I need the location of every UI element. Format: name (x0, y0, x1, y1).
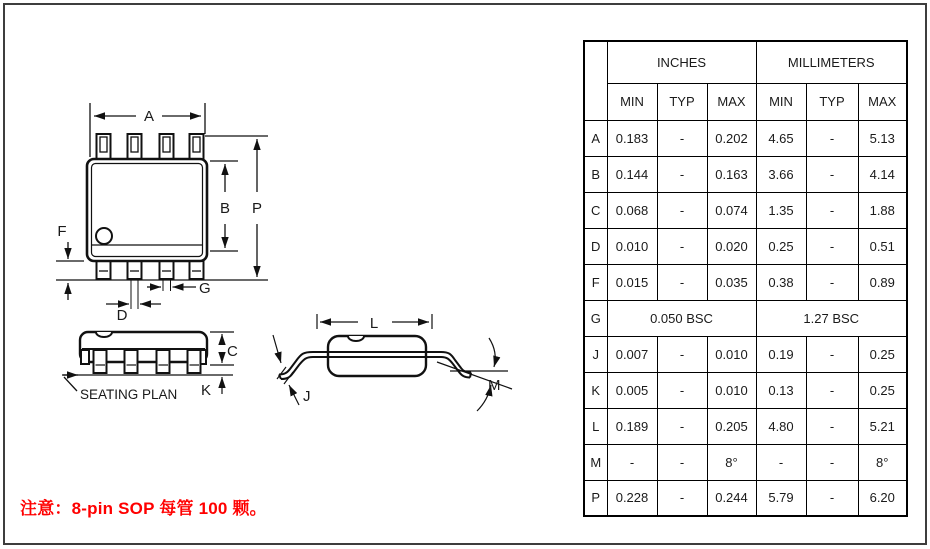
table-cell: - (657, 336, 707, 372)
table-cell: - (806, 156, 858, 192)
dim-label-m: M (488, 377, 501, 394)
table-row (584, 408, 907, 444)
dim-label-j: J (303, 388, 311, 405)
table-cell: 0.183 (607, 120, 657, 156)
table-cell: - (806, 120, 858, 156)
dim-label-d: D (116, 307, 128, 324)
table-cell: - (806, 336, 858, 372)
col-header: MAX (707, 83, 756, 120)
table-cell: 4.14 (858, 156, 907, 192)
dim-letter: L (584, 408, 607, 444)
table-cell: 0.163 (707, 156, 756, 192)
table-cell: - (806, 264, 858, 300)
table-cell: 0.010 (607, 228, 657, 264)
table-cell: 0.010 (707, 336, 756, 372)
dim-letter: C (584, 192, 607, 228)
dim-label-g: G (199, 280, 211, 297)
table-cell: - (657, 408, 707, 444)
table-cell: 0.202 (707, 120, 756, 156)
table-cell: - (657, 120, 707, 156)
table-cell: - (657, 372, 707, 408)
table-cell: 8° (707, 444, 756, 480)
dim-letter: D (584, 228, 607, 264)
table-cell: - (806, 228, 858, 264)
table-cell: - (806, 444, 858, 480)
col-header: MAX (858, 83, 907, 120)
dim-label-k: K (201, 382, 212, 399)
table-cell: 0.25 (858, 336, 907, 372)
dim-label-f: F (57, 223, 67, 240)
dim-letter: G (584, 300, 607, 336)
table-cell: - (806, 408, 858, 444)
millimeters-header: MILLIMETERS (756, 41, 907, 83)
dim-letter: A (584, 120, 607, 156)
table-cell: 0.205 (707, 408, 756, 444)
dim-label-b: B (219, 200, 231, 217)
table-cell: 0.010 (707, 372, 756, 408)
table-cell: 0.51 (858, 228, 907, 264)
table-row (584, 192, 907, 228)
table-cell: 4.80 (756, 408, 806, 444)
table-cell: 0.25 (756, 228, 806, 264)
table-row (584, 120, 907, 156)
table-unit-header-row (584, 41, 907, 83)
inches-header: INCHES (607, 41, 756, 83)
col-header: MIN (607, 83, 657, 120)
table-cell: 8° (858, 444, 907, 480)
table-cell: - (756, 444, 806, 480)
dim-letter: J (584, 336, 607, 372)
table-cell: - (607, 444, 657, 480)
dim-label-c: C (227, 343, 238, 360)
col-header: TYP (806, 83, 858, 120)
table-row (584, 444, 907, 480)
table-cell: 5.21 (858, 408, 907, 444)
end-view (273, 314, 512, 411)
table-cell: 0.015 (607, 264, 657, 300)
seating-plan-label: SEATING PLAN (80, 387, 178, 402)
table-cell: 0.020 (707, 228, 756, 264)
table-cell: - (806, 192, 858, 228)
table-cell: 0.25 (858, 372, 907, 408)
table-row (584, 228, 907, 264)
table-cell: 0.035 (707, 264, 756, 300)
packing-note: 注意：8-pin SOP 每管 100 颗。 (20, 499, 267, 518)
table-cell: - (657, 156, 707, 192)
dim-label-a: A (143, 108, 155, 125)
table-cell: 1.88 (858, 192, 907, 228)
table-cell: 0.144 (607, 156, 657, 192)
dim-letter: K (584, 372, 607, 408)
table-cell: 0.38 (756, 264, 806, 300)
corner-cell (584, 41, 607, 120)
table-cell: 5.13 (858, 120, 907, 156)
dim-label-l: L (369, 315, 379, 332)
table-cell-bsc-mm: 1.27 BSC (756, 300, 907, 336)
top-view (56, 103, 268, 324)
table-cell: 0.244 (707, 480, 756, 516)
table-col-header-row (584, 83, 907, 120)
table-cell: 0.89 (858, 264, 907, 300)
table-row (584, 156, 907, 192)
dim-letter: B (584, 156, 607, 192)
table-cell: - (806, 480, 858, 516)
table-cell: - (657, 444, 707, 480)
table-cell: - (657, 192, 707, 228)
side-view (62, 332, 238, 402)
pin1-marker (96, 228, 112, 244)
table-cell: 0.228 (607, 480, 657, 516)
table-cell: 0.189 (607, 408, 657, 444)
dim-letter: P (584, 480, 607, 516)
table-cell: - (657, 480, 707, 516)
table-cell: 0.007 (607, 336, 657, 372)
table-cell: 0.19 (756, 336, 806, 372)
dim-letter: F (584, 264, 607, 300)
table-cell: - (657, 264, 707, 300)
table-cell: 0.13 (756, 372, 806, 408)
table-cell: - (806, 372, 858, 408)
table-cell: 6.20 (858, 480, 907, 516)
table-row (584, 372, 907, 408)
table-row (584, 480, 907, 516)
table-row (584, 336, 907, 372)
dim-letter: M (584, 444, 607, 480)
table-cell: 3.66 (756, 156, 806, 192)
table-cell-bsc-inches: 0.050 BSC (607, 300, 756, 336)
table-cell: 4.65 (756, 120, 806, 156)
table-cell: 0.068 (607, 192, 657, 228)
table-row (584, 264, 907, 300)
table-cell: 0.074 (707, 192, 756, 228)
col-header: MIN (756, 83, 806, 120)
table-cell: - (657, 228, 707, 264)
dimension-table (583, 40, 908, 517)
dim-label-p: P (251, 200, 263, 217)
table-cell: 0.005 (607, 372, 657, 408)
table-cell: 1.35 (756, 192, 806, 228)
col-header: TYP (657, 83, 707, 120)
table-cell: 5.79 (756, 480, 806, 516)
table-row-bsc (584, 300, 907, 336)
